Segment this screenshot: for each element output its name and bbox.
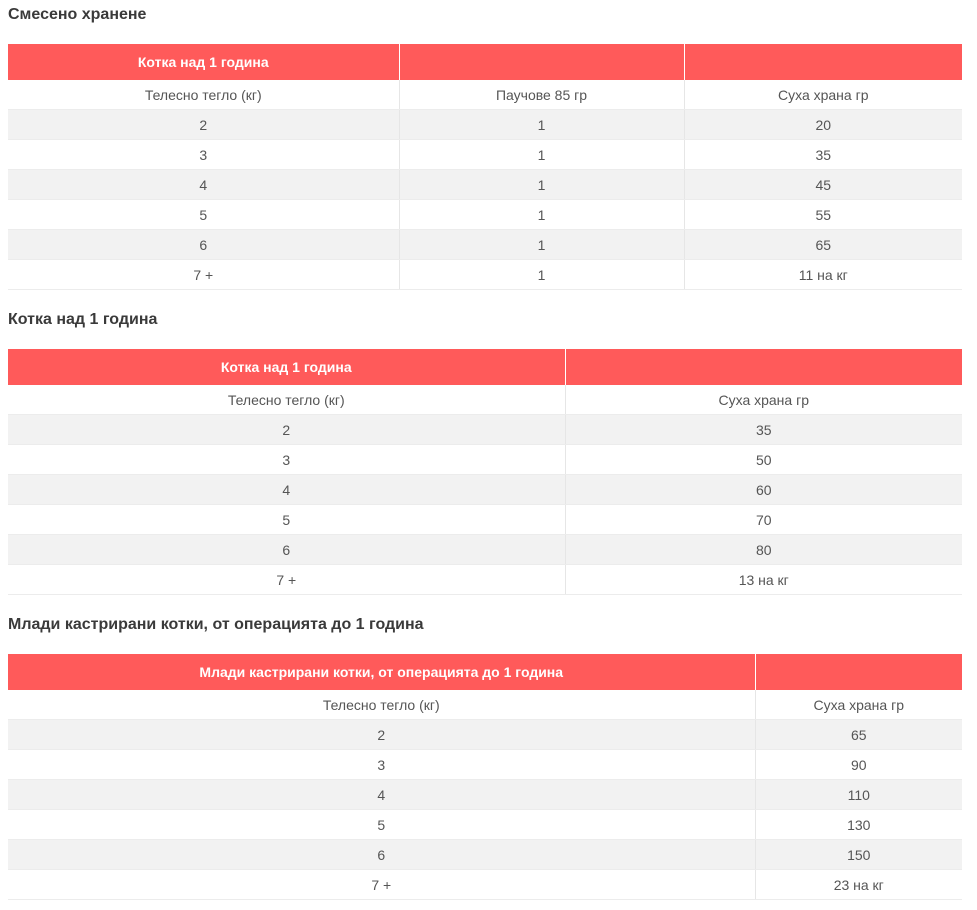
table-header-row [8,349,962,385]
table-row [8,140,962,170]
table-cell: 23 на кг [755,870,962,900]
table-row [8,260,962,290]
table-cell: 5 [8,810,755,840]
table-cell: 4 [8,780,755,810]
table-cell: 60 [565,475,962,505]
table-cell: 2 [8,720,755,750]
table-cell: 2 [8,415,565,445]
subheader-cell: Телесно тегло (кг) [8,385,565,415]
table-cell: 1 [399,170,684,200]
subheader-cell: Паучове 85 гр [399,80,684,110]
table-cell: 6 [8,840,755,870]
table-row [8,200,962,230]
table-cell: 6 [8,230,399,260]
table-cell: 90 [755,750,962,780]
table-cell: 110 [755,780,962,810]
table-cell: 65 [755,720,962,750]
table-cell: 80 [565,535,962,565]
header-cell [399,44,684,80]
page-content [0,3,977,900]
table-cell: 5 [8,505,565,535]
subheader-cell: Суха храна гр [684,80,962,110]
table-row [8,230,962,260]
table-cell: 1 [399,140,684,170]
table-cell: 3 [8,750,755,780]
header-cell: Котка над 1 година [8,44,399,80]
table-cell: 45 [684,170,962,200]
table-cell: 13 на кг [565,565,962,595]
table-cell: 4 [8,475,565,505]
table-cell: 7 + [8,565,565,595]
section-title-mixed-feeding: Смесено хранене [8,6,147,23]
table-cell: 11 на кг [684,260,962,290]
table-cell: 55 [684,200,962,230]
table-young-neutered-cats [8,654,962,900]
table-cell: 4 [8,170,399,200]
table-cell: 35 [684,140,962,170]
table-row [8,810,962,840]
table-row [8,780,962,810]
table-cell: 1 [399,200,684,230]
table-row [8,535,962,565]
subheader-cell: Телесно тегло (кг) [8,690,755,720]
table-row [8,840,962,870]
table-row [8,870,962,900]
section-title-cat-over-1-year: Котка над 1 година [8,311,158,328]
table-cell: 1 [399,230,684,260]
table-cell: 3 [8,140,399,170]
header-cell [755,654,962,690]
table-mixed-feeding [8,44,962,290]
subheader-cell: Телесно тегло (кг) [8,80,399,110]
table-row [8,505,962,535]
table-cell: 7 + [8,870,755,900]
table-cell: 3 [8,445,565,475]
table-header-row [8,44,962,80]
table-cell: 1 [399,110,684,140]
table-subheader-row [8,385,962,415]
subheader-cell: Суха храна гр [565,385,962,415]
table-cell: 1 [399,260,684,290]
subheader-cell: Суха храна гр [755,690,962,720]
table-row [8,750,962,780]
table-cell: 70 [565,505,962,535]
table-cell: 20 [684,110,962,140]
table-cell: 6 [8,535,565,565]
table-row [8,565,962,595]
table-cell: 5 [8,200,399,230]
table-subheader-row [8,80,962,110]
table-cell: 50 [565,445,962,475]
table-row [8,110,962,140]
table-cell: 35 [565,415,962,445]
header-cell: Млади кастрирани котки, от операцията до 1 година [8,654,755,690]
table-row [8,415,962,445]
header-cell [684,44,962,80]
table-cell: 130 [755,810,962,840]
table-cat-over-1-year [8,349,962,595]
table-row [8,170,962,200]
header-cell [565,349,962,385]
table-row [8,475,962,505]
table-row [8,445,962,475]
table-header-row [8,654,962,690]
table-cell: 150 [755,840,962,870]
table-cell: 2 [8,110,399,140]
header-cell: Котка над 1 година [8,349,565,385]
table-row [8,720,962,750]
table-subheader-row [8,690,962,720]
section-title-young-neutered-cats: Млади кастрирани котки, от операцията до 1 година [8,616,424,633]
table-cell: 7 + [8,260,399,290]
table-cell: 65 [684,230,962,260]
